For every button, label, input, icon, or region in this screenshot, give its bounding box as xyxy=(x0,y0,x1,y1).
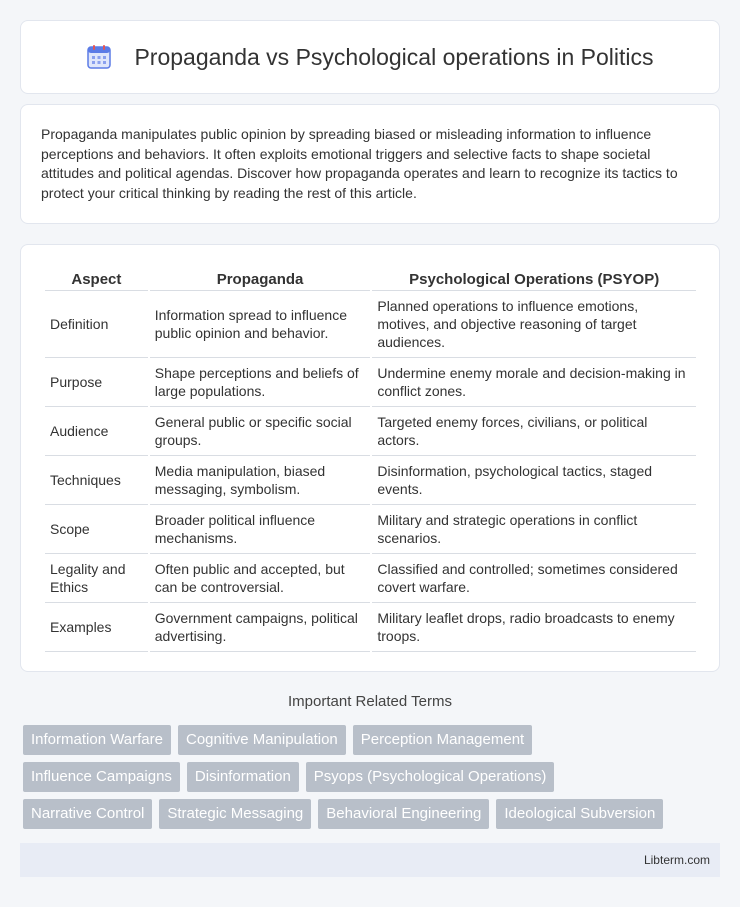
tag-narrative-control[interactable]: Narrative Control xyxy=(23,799,152,829)
column-header-propaganda: Propaganda xyxy=(150,265,371,291)
tag-row xyxy=(23,725,723,755)
page-title: Propaganda vs Psychological operations in Politics xyxy=(134,43,654,70)
tag-disinformation[interactable]: Disinformation xyxy=(187,762,299,792)
table-cell: Often public and accepted, but can be controversial. xyxy=(150,554,371,603)
column-header-aspect: Aspect xyxy=(45,265,148,291)
table-row xyxy=(45,554,696,603)
table-cell: Targeted enemy forces, civilians, or political actors. xyxy=(372,407,696,456)
table-row xyxy=(45,291,696,358)
calendar-icon xyxy=(86,44,112,70)
table-cell: Government campaigns, political advertising. xyxy=(150,603,371,652)
tag-ideological-subversion[interactable]: Ideological Subversion xyxy=(496,799,663,829)
table-row xyxy=(45,505,696,554)
table-cell: Scope xyxy=(45,505,148,554)
tag-row xyxy=(23,799,723,829)
tag-strategic-messaging[interactable]: Strategic Messaging xyxy=(159,799,311,829)
footer xyxy=(20,843,720,877)
table-cell: Shape perceptions and beliefs of large populations. xyxy=(150,358,371,407)
table-cell: Examples xyxy=(45,603,148,652)
tag-row xyxy=(23,762,723,792)
table-cell: Planned operations to influence emotions, motives, and objective reasoning of target audiences. xyxy=(372,291,696,358)
table-cell: Media manipulation, biased messaging, symbolism. xyxy=(150,456,371,505)
tag-influence-campaigns[interactable]: Influence Campaigns xyxy=(23,762,180,792)
column-header-psyop: Psychological Operations (PSYOP) xyxy=(372,265,696,291)
table-cell: Classified and controlled; sometimes considered covert warfare. xyxy=(372,554,696,603)
intro-card xyxy=(20,104,720,224)
footer-brand-link[interactable]: Libterm.com xyxy=(643,853,710,867)
related-terms-title: Important Related Terms xyxy=(288,693,452,710)
table-cell: Definition xyxy=(45,291,148,358)
table-cell: Military leaflet drops, radio broadcasts to enemy troops. xyxy=(372,603,696,652)
table-cell: Audience xyxy=(45,407,148,456)
table-cell: Military and strategic operations in conflict scenarios. xyxy=(372,505,696,554)
table-cell: General public or specific social groups. xyxy=(150,407,371,456)
table-row xyxy=(45,358,696,407)
tag-cognitive-manipulation[interactable]: Cognitive Manipulation xyxy=(178,725,346,755)
tag-behavioral-engineering[interactable]: Behavioral Engineering xyxy=(318,799,489,829)
tag-psyops[interactable]: Psyops (Psychological Operations) xyxy=(306,762,555,792)
comparison-card xyxy=(20,244,720,672)
table-cell: Legality and Ethics xyxy=(45,554,148,603)
table-cell: Techniques xyxy=(45,456,148,505)
table-cell: Broader political influence mechanisms. xyxy=(150,505,371,554)
table-cell: Undermine enemy morale and decision-making in conflict zones. xyxy=(372,358,696,407)
table-row xyxy=(45,456,696,505)
table-row xyxy=(45,407,696,456)
table-cell: Disinformation, psychological tactics, staged events. xyxy=(372,456,696,505)
table-cell: Purpose xyxy=(45,358,148,407)
related-terms-list xyxy=(23,725,723,836)
header-card xyxy=(20,20,720,94)
comparison-table xyxy=(43,265,698,652)
tag-perception-management[interactable]: Perception Management xyxy=(353,725,532,755)
intro-text: Propaganda manipulates public opinion by spreading biased or misleading information to influence perceptions and behaviors. It often exploits emotional triggers and selective facts to shape societal attitudes and political agendas. Discover how propaganda operates and learn to recognize its tactics to protect your critical thinking by reading the rest of this article. xyxy=(41,126,678,201)
table-cell: Information spread to influence public opinion and behavior. xyxy=(150,291,371,358)
tag-information-warfare[interactable]: Information Warfare xyxy=(23,725,171,755)
table-row xyxy=(45,603,696,652)
